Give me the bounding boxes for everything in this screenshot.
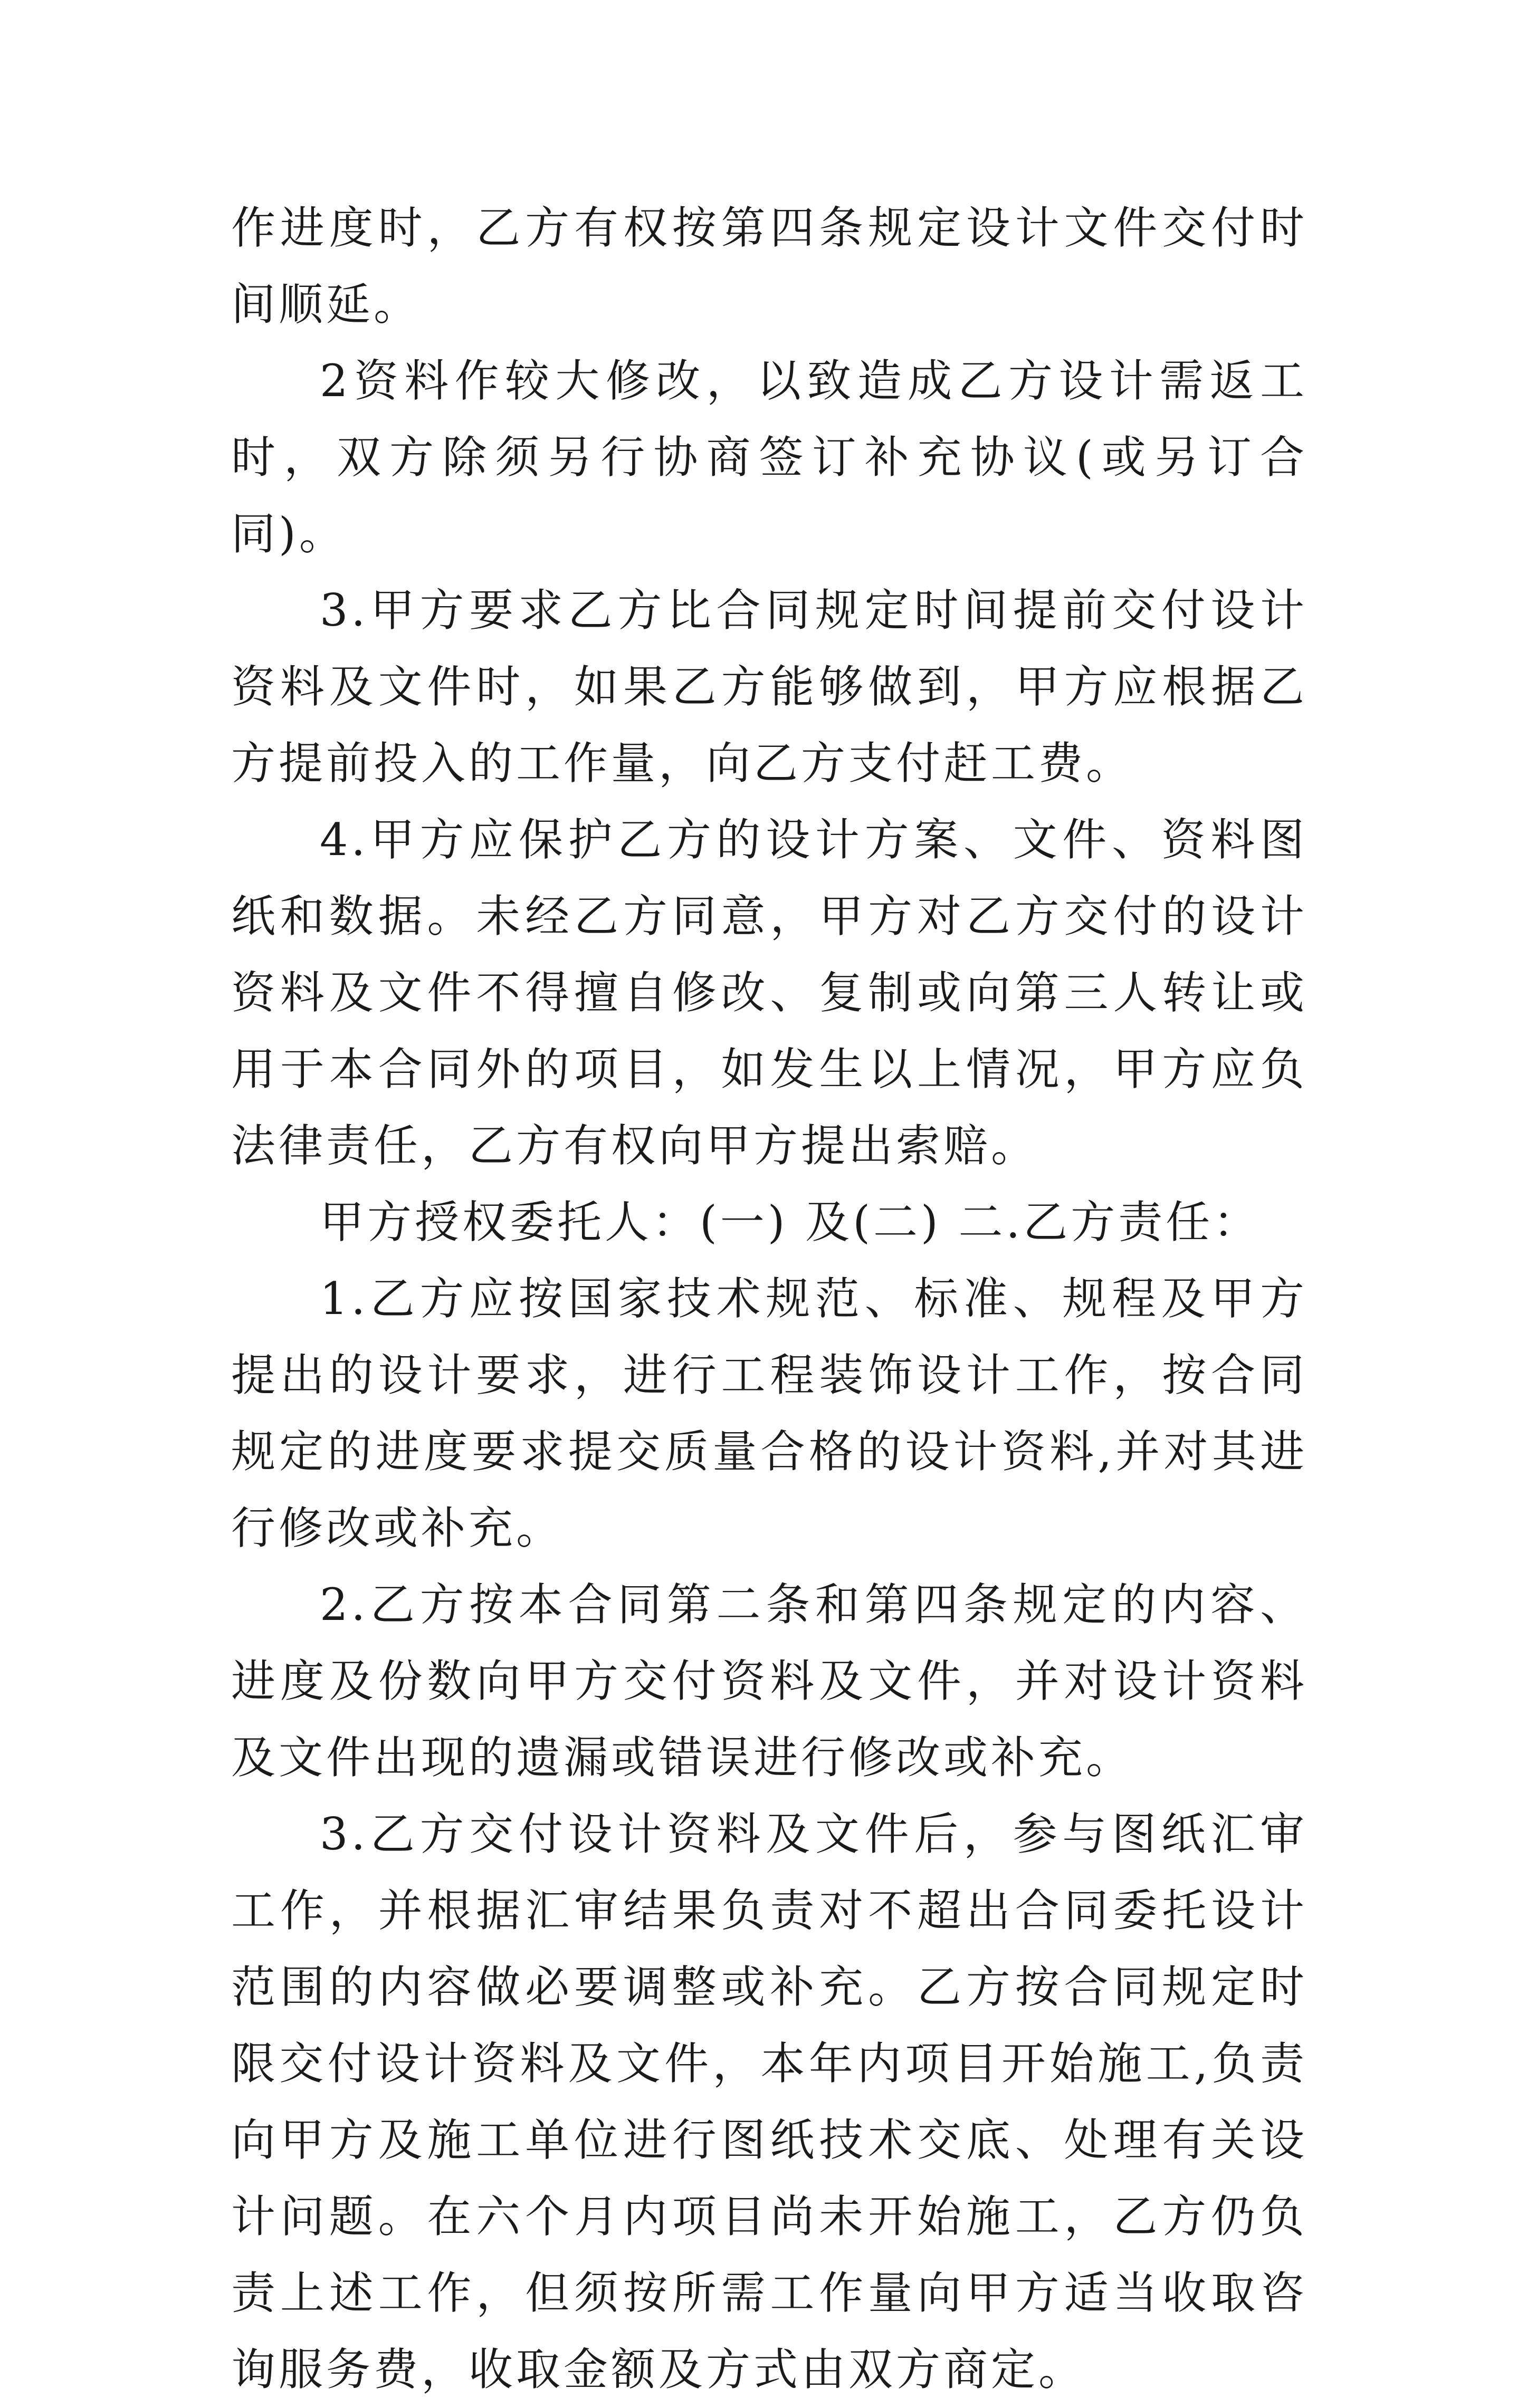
- paragraph-continuation: 作进度时，乙方有权按第四条规定设计文件交付时间顺延。: [231, 202, 1308, 330]
- paragraph-clause-4: 4.甲方应保护乙方的设计方案、文件、资料图纸和数据。未经乙方同意，甲方对乙方交付的设计资料及文件不得擅自修改、复制或向第三人转让或用于本合同外的项目，如发生以上情况，甲方应负法律责任，乙方有权向甲方提出索赔。: [231, 814, 1308, 1172]
- paragraph-party-b-clause-3: 3.乙方交付设计资料及文件后，参与图纸汇审工作，并根据汇审结果负责对不超出合同委托设计范围的内容做必要调整或补充。乙方按合同规定时限交付设计资料及文件，本年内项目开始施工,负责向甲方及施工单位进行图纸技术交底、处理有关设计问题。在六个月内项目尚未开始施工，乙方仍负责上述工作，但须按所需工作量向甲方适当收取咨询服务费，收取金额及方式由双方商定。: [231, 1808, 1308, 2395]
- paragraph-party-b-clause-2: 2.乙方按本合同第二条和第四条规定的内容、进度及份数向甲方交付资料及文件，并对设计资料及文件出现的遗漏或错误进行修改或补充。: [231, 1579, 1308, 1783]
- paragraph-clause-2: 2资料作较大修改，以致造成乙方设计需返工时，双方除须另行协商签订补充协议(或另订合同)。: [231, 355, 1308, 560]
- paragraph-party-b-clause-1: 1.乙方应按国家技术规范、标准、规程及甲方提出的设计要求，进行工程装饰设计工作，按合同规定的进度要求提交质量合格的设计资料,并对其进行修改或补充。: [231, 1273, 1308, 1554]
- paragraph-authorized-agent: 甲方授权委托人：(一) 及(二) 二.乙方责任：: [320, 1196, 1261, 1248]
- paragraph-clause-3: 3.甲方要求乙方比合同规定时间提前交付设计资料及文件时，如果乙方能够做到，甲方应根据乙方提前投入的工作量，向乙方支付赶工费。: [231, 584, 1308, 789]
- contract-body: [231, 190, 1308, 2408]
